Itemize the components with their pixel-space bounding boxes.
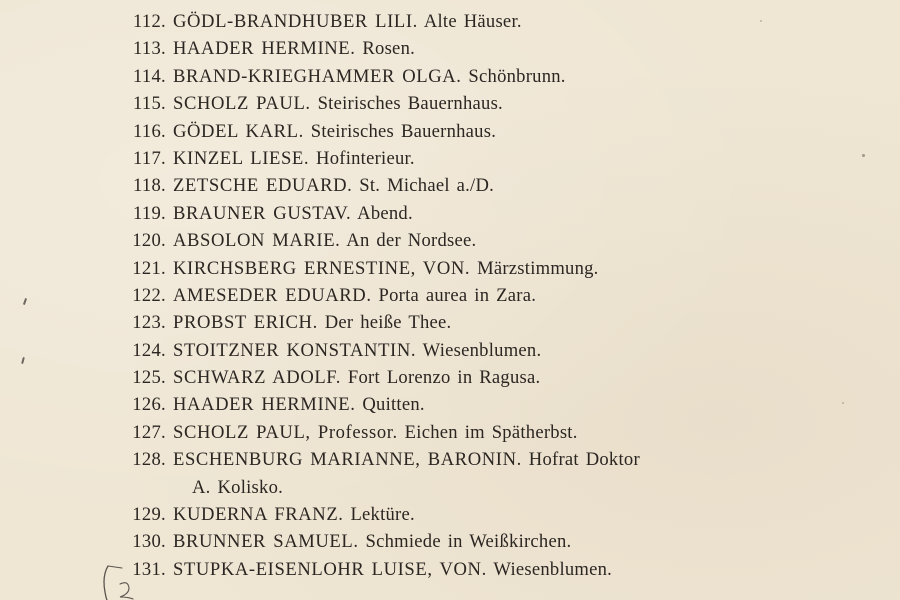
entry-number: 120.: [132, 230, 166, 252]
entry-text: [173, 419, 578, 446]
entry-text: [173, 8, 522, 35]
catalog-entry-129: [0, 501, 900, 528]
artwork-title: Steirisches Bauernhaus.: [310, 120, 497, 142]
entry-number: 116.: [132, 120, 166, 142]
entry-number: 122.: [132, 284, 166, 306]
artwork-title: Rosen.: [362, 38, 416, 60]
catalog-entry-124: [0, 337, 900, 364]
entry-number: 124.: [132, 339, 166, 361]
entry-text: [173, 282, 536, 309]
entry-number: 123.: [132, 312, 166, 334]
artist-name: PROBST ERICH.: [173, 312, 318, 334]
pencil-annotation: [98, 562, 138, 600]
entry-number: 118.: [132, 175, 166, 197]
artist-name: BRUNNER SAMUEL.: [173, 531, 359, 553]
artwork-title: Abend.: [357, 202, 413, 224]
artwork-title: Wiesenblumen.: [493, 558, 613, 580]
entry-number: 114.: [132, 65, 166, 87]
artist-name: ZETSCHE EDUARD.: [173, 175, 353, 197]
artwork-title: Lektüre.: [350, 504, 415, 526]
artwork-title: Schmiede in Weißkirchen.: [365, 531, 572, 553]
catalog-entry-130: [0, 528, 900, 555]
entry-text: [173, 528, 571, 555]
catalog-entry-126: [0, 391, 900, 418]
entry-text: [173, 391, 425, 418]
artist-name: GÖDEL KARL.: [173, 120, 304, 142]
entry-number: 115.: [132, 93, 166, 115]
artist-name: BRAUNER GUSTAV.: [173, 202, 352, 224]
entry-text: [173, 35, 415, 62]
entry-number: 126.: [132, 394, 166, 416]
entry-text: [173, 309, 451, 336]
artwork-title: Fort Lorenzo in Ragusa.: [347, 367, 541, 389]
artwork-title: Schönbrunn.: [468, 65, 566, 87]
entry-text: [173, 227, 476, 254]
paper-speck: [842, 402, 844, 404]
entry-text: [173, 337, 541, 364]
catalog-entry-118: [0, 172, 900, 199]
artist-name: HAADER HERMINE.: [173, 38, 356, 60]
entry-text: [173, 63, 566, 90]
artist-name: KUDERNA FRANZ.: [173, 504, 344, 526]
catalog-entry-119: [0, 200, 900, 227]
artwork-title-continuation: A. Kolisko.: [192, 476, 284, 498]
entry-number: 112.: [132, 11, 166, 32]
artwork-title: Quitten.: [362, 394, 425, 416]
entry-text: [173, 364, 540, 391]
artist-name: SCHOLZ PAUL, Professor.: [173, 421, 398, 443]
artwork-title: Porta aurea in Zara.: [378, 284, 537, 306]
artwork-title: Alte Häuser.: [423, 11, 522, 32]
entry-text: [173, 145, 415, 172]
artist-name: BRAND-KRIEGHAMMER OLGA.: [173, 65, 462, 87]
entry-text: [173, 200, 413, 227]
entry-number: 131.: [132, 558, 166, 580]
artist-name: ABSOLON MARIE.: [173, 230, 341, 252]
entry-number: 130.: [132, 531, 166, 553]
artwork-title: Hofinterieur.: [316, 147, 415, 169]
catalog-entry-123: [0, 309, 900, 336]
entry-number: 127.: [132, 421, 166, 443]
entry-text: [173, 172, 494, 199]
catalog-entry-115: [0, 90, 900, 117]
artwork-title: Märzstimmung.: [477, 257, 599, 279]
artwork-title: St. Michael a./D.: [359, 175, 495, 197]
catalog-entry-112: [0, 8, 900, 35]
catalog-list: [0, 8, 900, 583]
artist-name: GÖDL-BRANDHUBER LILI.: [173, 11, 418, 32]
catalog-entry-125: [0, 364, 900, 391]
paper-speck: [862, 154, 865, 157]
artist-name: ESCHENBURG MARIANNE, BARONIN.: [173, 449, 522, 471]
catalog-entry-117: [0, 145, 900, 172]
artist-name: SCHOLZ PAUL.: [173, 93, 311, 115]
entry-text: [173, 446, 640, 473]
catalog-entry-122: [0, 282, 900, 309]
entry-text: [173, 255, 599, 282]
artist-name: KINZEL LIESE.: [173, 147, 310, 169]
artist-name: HAADER HERMINE.: [173, 394, 356, 416]
artwork-title: Der heiße Thee.: [324, 312, 452, 334]
entry-text: [173, 118, 496, 145]
artist-name: AMESEDER EDUARD.: [173, 284, 372, 306]
catalog-entry-114: [0, 63, 900, 90]
artist-name: KIRCHSBERG ERNESTINE, VON.: [173, 257, 471, 279]
artist-name: SCHWARZ ADOLF.: [173, 367, 342, 389]
catalog-entry-120: [0, 227, 900, 254]
artwork-title: Steirisches Bauernhaus.: [317, 93, 503, 115]
entry-number: 125.: [132, 367, 166, 389]
catalog-entry-113: [0, 35, 900, 62]
entry-text: [173, 90, 503, 117]
entry-number: 128.: [132, 449, 166, 471]
artwork-title: Wiesenblumen.: [422, 339, 542, 361]
catalog-entry-127: [0, 419, 900, 446]
paper-speck: [760, 20, 762, 22]
artwork-title: Eichen im Spätherbst.: [404, 421, 578, 443]
artist-name: STOITZNER KONSTANTIN.: [173, 339, 417, 361]
entry-number: 129.: [132, 504, 166, 526]
artwork-title: Hofrat Doktor: [528, 449, 640, 471]
entry-number: 121.: [132, 257, 166, 279]
entry-text: [173, 501, 415, 528]
entry-text: [173, 556, 612, 583]
entry-number: 117.: [132, 147, 166, 169]
entry-number: 113.: [132, 38, 166, 60]
entry-number: 119.: [132, 202, 166, 224]
artist-name: STUPKA-EISENLOHR LUISE, VON.: [173, 558, 487, 580]
artwork-title: An der Nordsee.: [346, 230, 477, 252]
catalog-entry-116: [0, 118, 900, 145]
catalog-entry-128: [0, 446, 900, 501]
catalog-entry-121: [0, 255, 900, 282]
